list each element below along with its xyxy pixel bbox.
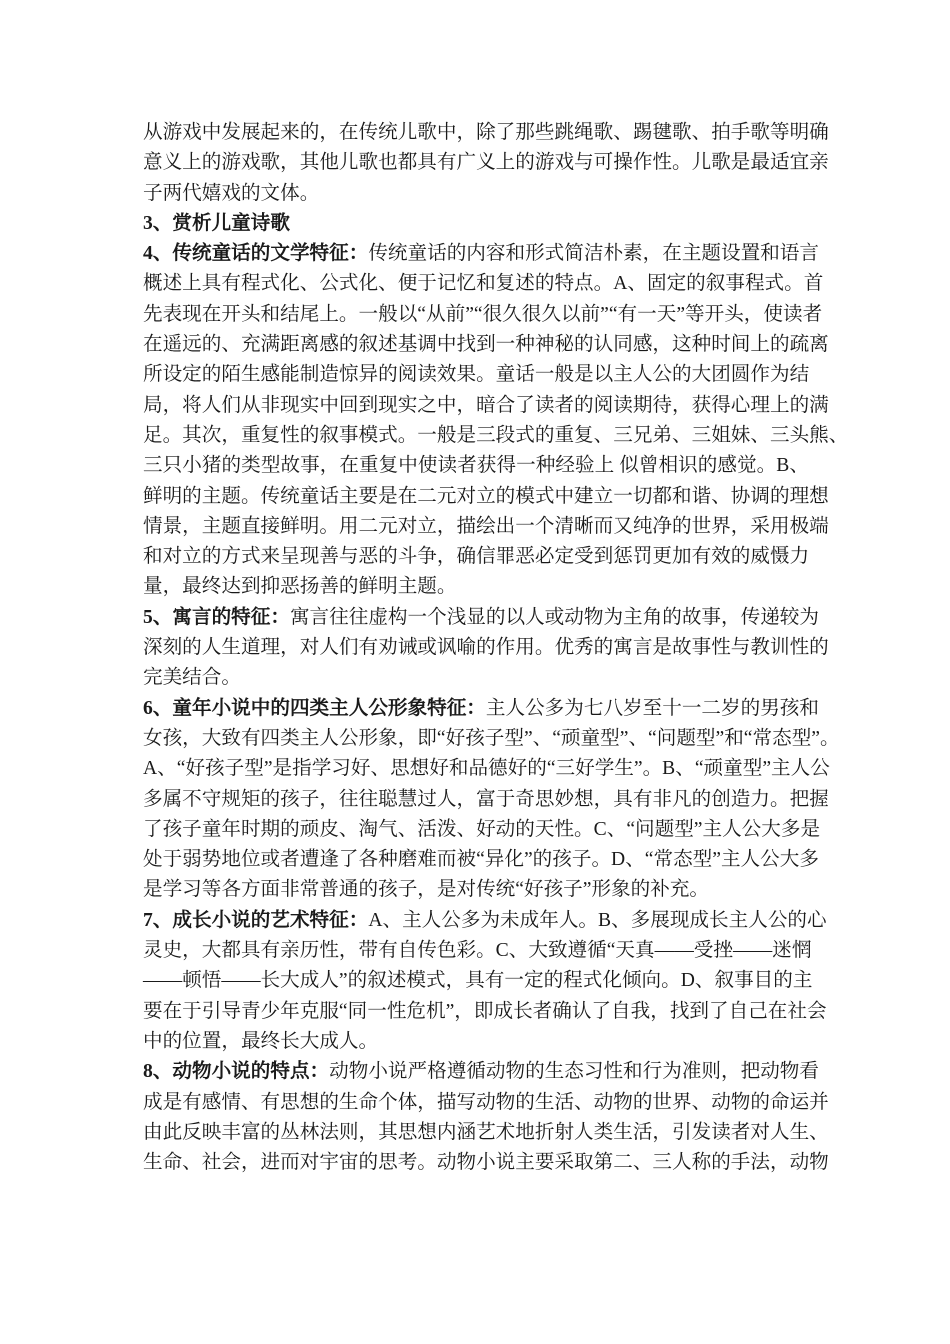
text-line bbox=[143, 1088, 829, 1118]
section-heading: 5、寓言的特征： bbox=[143, 606, 290, 628]
text-line bbox=[143, 1118, 829, 1148]
document-page bbox=[143, 118, 849, 1178]
text-line bbox=[143, 785, 829, 815]
text-line bbox=[143, 542, 809, 572]
body-text: 寓言往往虚构一个浅显的以人或动物为主角的故事，传递较为 bbox=[289, 606, 819, 628]
text-line bbox=[143, 269, 824, 299]
section-heading: 8、动物小说的特点： bbox=[143, 1061, 330, 1083]
text-line bbox=[143, 663, 809, 693]
body-text: 女孩，大致有四类主人公形象，即“好孩子型”、“顽童型”、“问题型”和“常态型”。 bbox=[143, 727, 840, 749]
body-text: 深刻的人生道理，对人们有劝诫或讽喻的作用。优秀的寓言是故事性与教训性的 bbox=[143, 637, 829, 659]
body-text: 概述上具有程式化、公式化、便于记忆和复述的特点。A、固定的叙事程式。首 bbox=[143, 273, 824, 295]
text-line bbox=[143, 512, 829, 542]
text-line bbox=[143, 633, 829, 663]
body-text: 先表现在开头和结尾上。一般以“从前”“很久很久以前”“有一天”等开头，使读者 bbox=[143, 303, 823, 325]
body-text: 从游戏中发展起来的，在传统儿歌中，除了那些跳绳歌、踢毽歌、拍手歌等明确 bbox=[143, 122, 829, 143]
text-line bbox=[143, 997, 827, 1027]
body-text: 和对立的方式来呈现善与恶的斗争，确信罪恶必定受到惩罚更加有效的威慑力 bbox=[143, 546, 810, 568]
text-line bbox=[143, 845, 819, 875]
body-text: 鲜明的主题。传统童话主要是在二元对立的模式中建立一切都和谐、协调的理想 bbox=[143, 485, 829, 507]
body-text: 主人公多为七八岁至十一二岁的男孩和 bbox=[485, 697, 819, 719]
body-text: 局，将人们从非现实中回到现实之中，暗合了读者的阅读期待，获得心理上的满 bbox=[143, 394, 829, 416]
body-text: A、主人公多为未成年人。B、多展现成长主人公的心 bbox=[368, 909, 827, 931]
text-line bbox=[143, 300, 823, 330]
body-text: 完美结合。 bbox=[143, 667, 241, 689]
text-line bbox=[143, 1057, 819, 1087]
text-line bbox=[143, 694, 819, 724]
text-line bbox=[143, 1027, 809, 1057]
text-line bbox=[143, 724, 840, 754]
body-text: 生命、社会，进而对宇宙的思考。动物小说主要采取第二、三人称的手法，动物 bbox=[143, 1152, 829, 1174]
body-text: 灵史，大都具有亲历性，带有自传色彩。C、大致遵循“天真——受挫——迷惘 bbox=[143, 940, 812, 962]
text-line bbox=[143, 209, 809, 239]
text-line bbox=[143, 603, 819, 633]
text-line bbox=[143, 906, 827, 936]
body-text: 三只小猪的类型故事，在重复中使读者获得一种经验上 似曾相识的感觉。B、 bbox=[143, 455, 809, 477]
body-text: 传统童话的内容和形式简洁朴素，在主题设置和语言 bbox=[368, 243, 819, 265]
section-heading: 4、传统童话的文学特征： bbox=[143, 243, 369, 265]
body-text: 量，最终达到抑恶扬善的鲜明主题。 bbox=[143, 576, 457, 598]
text-line bbox=[143, 360, 809, 390]
body-text: 情景，主题直接鲜明。用二元对立，描绘出一个清晰而又纯净的世界，采用极端 bbox=[143, 515, 829, 537]
section-heading: 3、赏析儿童诗歌 bbox=[143, 212, 290, 234]
body-text: 意义上的游戏歌，其他儿歌也都具有广义上的游戏与可操作性。儿歌是最适宜亲 bbox=[143, 152, 829, 174]
section-heading: 7、成长小说的艺术特征： bbox=[143, 909, 369, 931]
body-text: 了孩子童年时期的顽皮、淘气、活泼、好动的天性。C、“问题型”主人公大多是 bbox=[143, 818, 821, 840]
body-text: ——顿悟——长大成人”的叙述模式，具有一定的程式化倾向。D、叙事目的主 bbox=[143, 970, 813, 992]
text-line bbox=[143, 936, 812, 966]
body-text: 子两代嬉戏的文体。 bbox=[143, 182, 320, 204]
body-text: 所设定的陌生感能制造惊异的阅读效果。童话一般是以主人公的大团圆作为结 bbox=[143, 364, 810, 386]
body-text: 多属不守规矩的孩子，往往聪慧过人，富于奇思妙想，具有非凡的创造力。把握 bbox=[143, 788, 829, 810]
body-text: 处于弱势地位或者遭逢了各种磨难而被“异化”的孩子。D、“常态型”主人公大多 bbox=[143, 849, 819, 871]
text-line bbox=[143, 966, 813, 996]
text-line bbox=[143, 421, 849, 451]
text-line bbox=[143, 118, 829, 148]
section-heading: 6、童年小说中的四类主人公形象特征： bbox=[143, 697, 486, 719]
text-line bbox=[143, 875, 809, 905]
body-text: 在遥远的、充满距离感的叙述基调中找到一种神秘的认同感，这种时间上的疏离 bbox=[143, 334, 829, 356]
text-line bbox=[143, 451, 809, 481]
body-text: 是学习等各方面非常普通的孩子，是对传统“好孩子”形象的补充。 bbox=[143, 879, 710, 901]
body-text: 中的位置，最终长大成人。 bbox=[143, 1030, 379, 1052]
body-text: 要在于引导青少年克服“同一性危机”，即成长者确认了自我，找到了自己在社会 bbox=[143, 1000, 827, 1022]
text-line bbox=[143, 391, 829, 421]
text-line bbox=[143, 148, 829, 178]
body-text: 足。其次，重复性的叙事模式。一般是三段式的重复、三兄弟、三姐妹、三头熊、 bbox=[143, 424, 849, 446]
text-line bbox=[143, 482, 829, 512]
text-line bbox=[143, 754, 830, 784]
text-line bbox=[143, 1148, 829, 1178]
text-line bbox=[143, 330, 829, 360]
text-line bbox=[143, 572, 809, 602]
text-line bbox=[143, 239, 819, 269]
text-line bbox=[143, 179, 809, 209]
body-text: A、“好孩子型”是指学习好、思想好和品德好的“三好学生”。B、“顽童型”主人公 bbox=[143, 758, 830, 780]
body-text: 成是有感情、有思想的生命个体，描写动物的生活、动物的世界、动物的命运并 bbox=[143, 1091, 829, 1113]
body-text: 动物小说严格遵循动物的生态习性和行为准则，把动物看 bbox=[329, 1061, 819, 1083]
body-text: 由此反映丰富的丛林法则，其思想内涵艺术地折射人类生活，引发读者对人生、 bbox=[143, 1121, 829, 1143]
text-line bbox=[143, 815, 821, 845]
